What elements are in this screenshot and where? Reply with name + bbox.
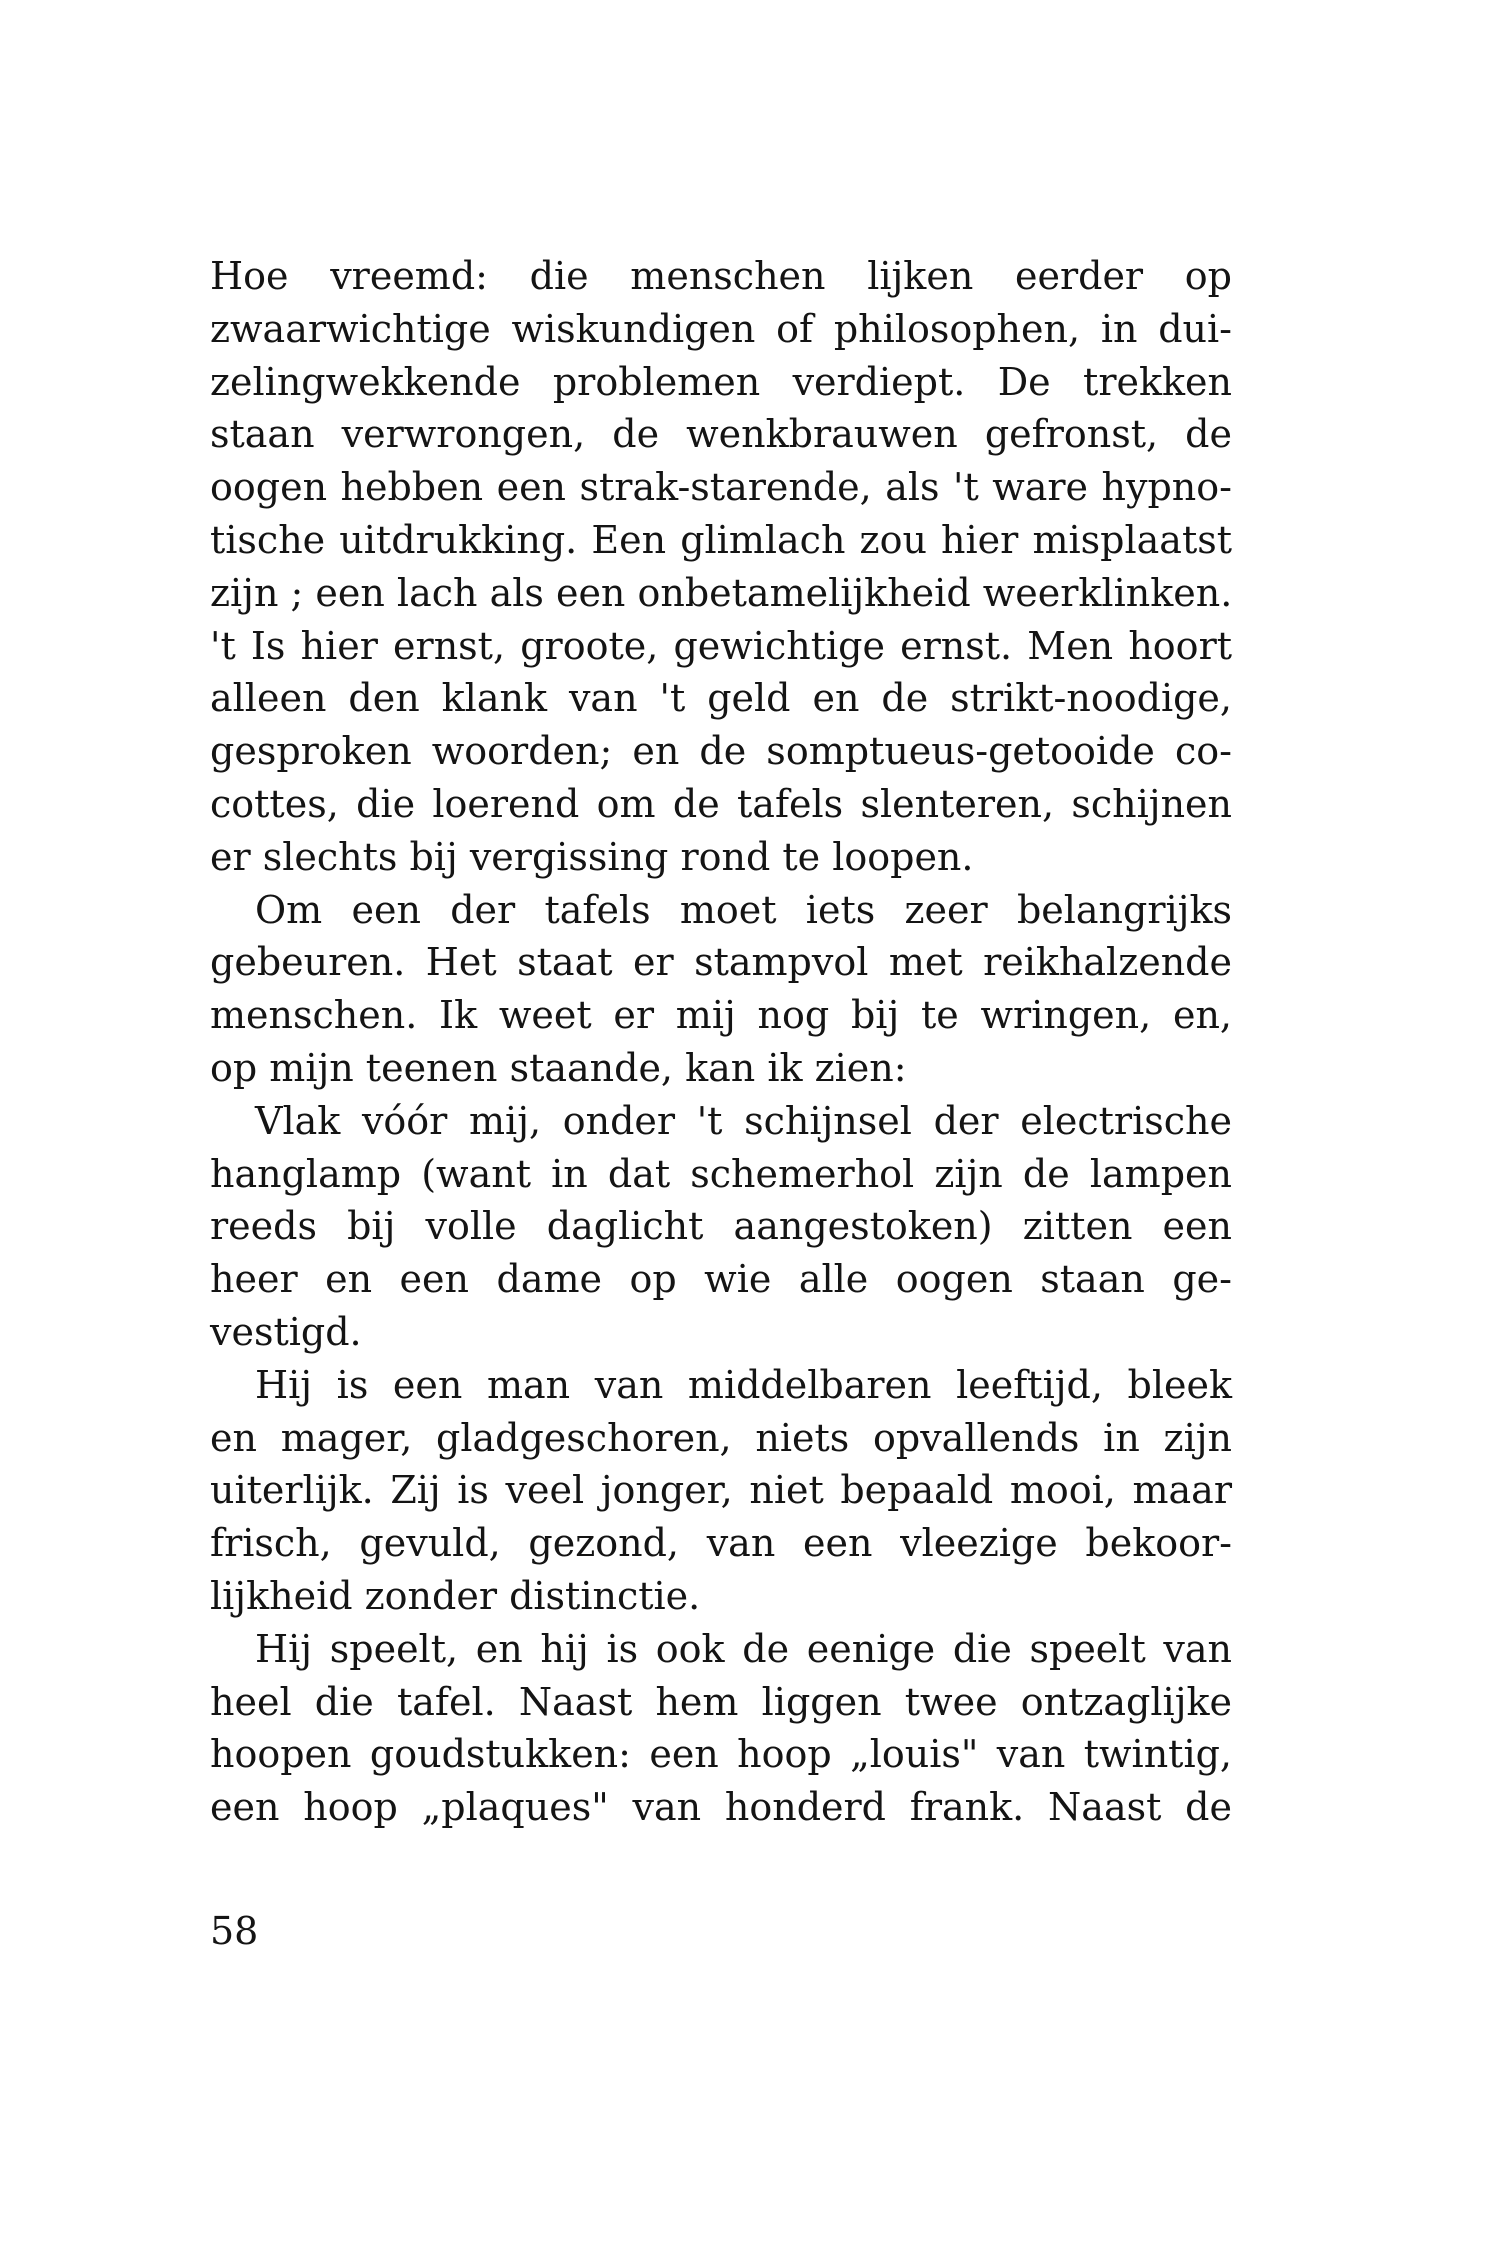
text-line: oogen hebben een strak-starende, als 't ware hypno-	[210, 465, 1232, 510]
text-line: Hoe vreemd: die menschen lijken eerder op	[210, 254, 1232, 298]
text-line: gebeuren. Het staat er stampvol met reikhalzende	[210, 940, 1232, 985]
text-line: hanglamp (want in dat schemerhol zijn de lampen	[210, 1151, 1232, 1196]
text-line: frisch, gevuld, gezond, van een vleezige bekoor-	[210, 1521, 1232, 1566]
text-line: 't Is hier ernst, groote, gewichtige ernst. Men hoort	[210, 623, 1232, 668]
text-line: vestigd.	[210, 1309, 362, 1354]
text-line: cottes, die loerend om de tafels slenteren, schijnen	[210, 781, 1232, 826]
text-line: zijn ; een lach als een onbetamelijkheid weerklinken.	[210, 570, 1233, 615]
text-line: op mijn teenen staande, kan ik zien:	[210, 1045, 907, 1090]
text-line: en mager, gladgeschoren, niets opvallends in zijn	[210, 1415, 1232, 1460]
text-line: lijkheid zonder distinctie.	[210, 1573, 701, 1618]
text-line: uiterlijk. Zij is veel jonger, niet bepaald mooi, maar	[210, 1468, 1232, 1513]
text-line: staan verwrongen, de wenkbrauwen gefronst, de	[210, 412, 1232, 457]
text-line: alleen den klank van 't geld en de strikt-noodige,	[210, 676, 1232, 721]
body-text	[210, 250, 1232, 1834]
text-line: heer en een dame op wie alle oogen staan ge-	[210, 1257, 1232, 1302]
text-line: zwaarwichtige wiskundigen of philosophen, in dui-	[210, 306, 1232, 351]
text-line: gesproken woorden; en de somptueus-getooide co-	[210, 729, 1232, 774]
text-line: zelingwekkende problemen verdiept. De trekken	[210, 359, 1232, 404]
text-line: tische uitdrukking. Een glimlach zou hier misplaatst	[210, 517, 1232, 562]
text-line: Vlak vóór mij, onder 't schijnsel der electrische	[255, 1098, 1232, 1143]
text-line: menschen. Ik weet er mij nog bij te wringen, en,	[210, 993, 1232, 1038]
text-line: Om een der tafels moet iets zeer belangrijks	[255, 887, 1232, 932]
text-line: reeds bij volle daglicht aangestoken) zitten een	[210, 1204, 1232, 1249]
text-line: Hij is een man van middelbaren leeftijd, bleek	[255, 1362, 1232, 1407]
text-line: er slechts bij vergissing rond te loopen.	[210, 834, 974, 879]
text-line: heel die tafel. Naast hem liggen twee ontzaglijke	[210, 1679, 1232, 1724]
text-line: hoopen goudstukken: een hoop „louis" van twintig,	[210, 1732, 1232, 1777]
text-line: een hoop „plaques" van honderd frank. Naast de	[210, 1785, 1232, 1830]
text-line: Hij speelt, en hij is ook de eenige die speelt van	[255, 1626, 1232, 1671]
page-number: 58	[210, 1909, 259, 1953]
